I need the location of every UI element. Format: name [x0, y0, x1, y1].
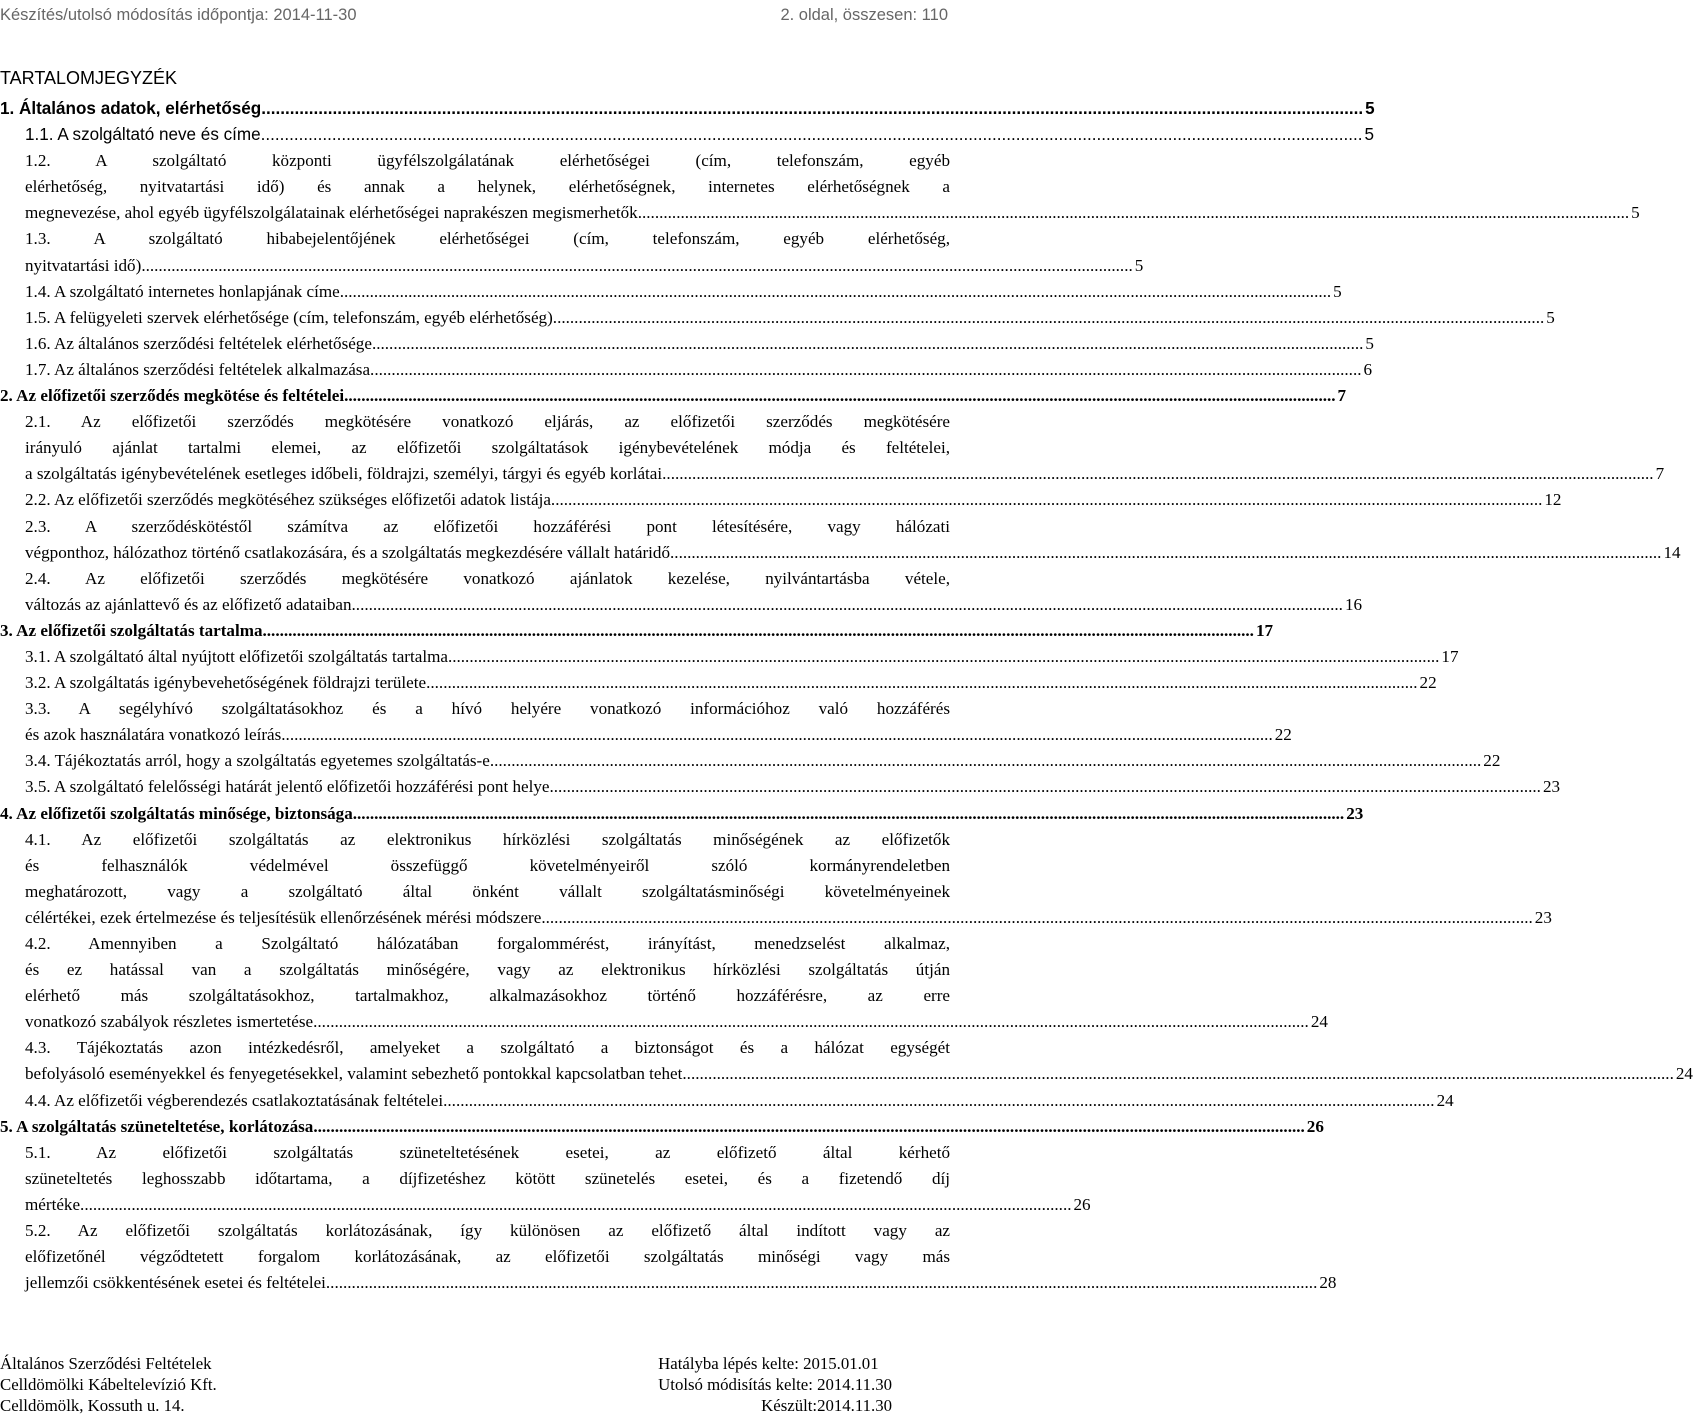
toc-entry-title: 1.7. Az általános szerződési feltételek alkalmazása — [25, 359, 371, 379]
toc-entry-title: 3.1. A szolgáltató által nyújtott előfizetői szolgáltatás tartalma — [25, 646, 448, 666]
toc-entry[interactable] — [25, 1088, 1454, 1114]
toc-entry-page: 22 — [1483, 751, 1501, 771]
toc-entry-line: és felhasználók védelmével összefüggő követelményeiről szóló kormányrendeletben — [25, 855, 950, 875]
leader-dots — [281, 722, 1272, 748]
toc-entry-line: meghatározott, vagy a szolgáltató által önként vállalt szolgáltatásminőségi követelményeinek — [25, 881, 950, 901]
toc-entry-page: 16 — [1344, 594, 1363, 614]
toc-entry-title: célértékei, ezek értelmezése és teljesítésük ellenőrzésének mérési módszere — [25, 907, 542, 927]
toc-entry-line: 4.2. Amennyiben a Szolgáltató hálózatában forgalommérést, irányítást, menedzselést alkalmaz, — [25, 934, 950, 953]
toc-title: TARTALOMJEGYZÉK — [0, 68, 178, 88]
toc-entry-title: 3.5. A szolgáltató felelősségi határát jelentő előfizetői hozzáférési pont helye — [25, 777, 550, 797]
toc-entry-page: 6 — [1363, 359, 1373, 379]
toc-entry[interactable] — [25, 409, 1665, 487]
toc-entry-page: 5 — [1134, 255, 1144, 275]
leader-dots — [670, 540, 1661, 566]
toc-entry-title: mértéke — [25, 1194, 81, 1214]
leader-dots — [370, 357, 1361, 383]
toc-entry-title: megnevezése, ahol egyéb ügyfélszolgálatainak elérhetőségei naprakészen megismerhetők — [25, 203, 638, 223]
toc-entry[interactable] — [25, 122, 1374, 148]
toc-entry-page: 5 — [1631, 203, 1640, 223]
toc-entry-title: 3.2. A szolgáltatás igénybevehetőségének földrajzi területe — [25, 673, 427, 693]
toc-entry-page: 5 — [1546, 307, 1555, 327]
leader-dots — [313, 1114, 1304, 1140]
toc-entry-page: 5 — [1333, 281, 1342, 301]
toc-entry-page: 12 — [1544, 490, 1562, 510]
toc-entry-title: 1. Általános adatok, elérhetőség — [0, 99, 262, 118]
toc-entry[interactable] — [25, 696, 1292, 748]
table-of-contents — [0, 96, 1693, 1296]
toc-entry[interactable] — [25, 931, 1328, 1035]
footer-created-date: Készült:2014.11.30 — [761, 1396, 892, 1415]
toc-entry[interactable] — [25, 1218, 1337, 1296]
toc-entry-title: 2. Az előfizetői szerződés megkötése és feltételei — [0, 386, 345, 406]
toc-entry-page: 23 — [1346, 803, 1364, 823]
toc-entry-title: 4.4. Az előfizetői végberendezés csatlakoztatásának feltételei — [25, 1090, 444, 1110]
leader-dots — [541, 905, 1532, 931]
toc-entry-title: 1.6. Az általános szerződési feltételek elérhetősége — [25, 333, 372, 353]
toc-entry-page: 17 — [1255, 620, 1274, 640]
toc-entry-line: 1.2. A szolgáltató központi ügyfélszolgálatának elérhetőségei (cím, telefonszám, egyéb — [25, 151, 950, 171]
toc-entry-line: 2.3. A szerződéskötéstől számítva az előfizetői hozzáférési pont létesítésére, vagy hálózati — [25, 516, 950, 536]
header-timestamp: Készítés/utolsó módosítás időpontja: 2014-11-30 — [0, 6, 357, 24]
toc-entry-line: elérhetőség, nyitvatartási idő) és annak a helynek, elérhetőségnek, internetes elérhetőségnek a — [25, 177, 950, 197]
toc-entry-line: szüneteltetés leghosszabb időtartama, a díjfizetéshez kötött szünetelés esetei, és a fizetendő díj — [25, 1168, 950, 1188]
toc-entry-page: 24 — [1310, 1012, 1328, 1032]
toc-entry-title: 1.1. A szolgáltató neve és címe — [25, 125, 261, 145]
footer-modified-date: Utolsó módisítás kelte: 2014.11.30 — [658, 1375, 892, 1394]
toc-entry[interactable] — [25, 331, 1374, 357]
toc-entry-line: és ez hatással van a szolgáltatás minőségére, vagy az elektronikus hírközlési szolgáltatás útján — [25, 960, 950, 980]
toc-entry-page: 7 — [1655, 464, 1665, 484]
toc-entry-title: a szolgáltatás igénybevételének esetleges időbeli, földrajzi, személyi, tárgyi és egyéb korlátai — [25, 464, 663, 484]
footer-left — [0, 1353, 217, 1416]
toc-entry-line: 3.3. A segélyhívó szolgáltatásokhoz és a hívó helyére vonatkozó információhoz való hozzáférés — [25, 699, 950, 719]
footer-company: Celldömölki Kábeltelevízió Kft. — [0, 1375, 217, 1394]
leader-dots — [352, 592, 1343, 618]
toc-entry[interactable] — [25, 226, 1144, 278]
toc-entry-line: 2.4. Az előfizetői szerződés megkötésére vonatkozó ajánlatok kezelése, nyilvántartásba vétele, — [25, 568, 950, 588]
toc-entry-title: 3.4. Tájékoztatás arról, hogy a szolgáltatás egyetemes szolgáltatás-e — [25, 751, 490, 771]
toc-entry[interactable] — [0, 618, 1274, 644]
toc-entry-line: irányuló ajánlat tartalmi elemei, az előfizetői szolgáltatások igénybevételének módja és feltételei, — [25, 438, 950, 458]
toc-entry-page: 23 — [1542, 777, 1561, 797]
leader-dots — [340, 279, 1331, 305]
toc-entry[interactable] — [0, 1114, 1324, 1140]
leader-dots — [344, 383, 1335, 409]
footer-effective-date: Hatályba lépés kelte: 2015.01.01 — [658, 1354, 879, 1373]
toc-entry[interactable] — [25, 305, 1555, 331]
leader-dots — [638, 200, 1629, 226]
toc-entry-line: 1.3. A szolgáltató hibabejelentőjének elérhetőségei (cím, telefonszám, egyéb elérhetőség, — [25, 229, 950, 249]
leader-dots — [263, 618, 1254, 644]
toc-entry-title: 5. A szolgáltatás szüneteltetése, korlátozása — [0, 1116, 314, 1136]
leader-dots — [372, 331, 1363, 357]
toc-entry[interactable] — [25, 1140, 1091, 1218]
toc-entry[interactable] — [25, 279, 1342, 305]
toc-entry-title: jellemzői csökkentésének esetei és feltételei — [25, 1273, 326, 1293]
toc-entry-page: 28 — [1319, 1273, 1337, 1293]
toc-entry[interactable] — [25, 566, 1363, 618]
leader-dots — [551, 487, 1542, 513]
toc-entry-page: 17 — [1441, 646, 1459, 666]
toc-entry-title: befolyásoló eseményekkel és fenyegetésekkel, valamint sebezhető pontokkal kapcsolatban tehet — [25, 1064, 683, 1084]
leader-dots — [353, 801, 1344, 827]
toc-entry-line: előfizetőnél végződtetett forgalom korlátozásának, az előfizetői szolgáltatás minőségi vagy más — [25, 1247, 950, 1267]
footer-doc-name: Általános Szerződési Feltételek — [0, 1354, 212, 1373]
toc-entry-page: 22 — [1419, 673, 1437, 693]
toc-entry-line: 4.3. Tájékoztatás azon intézkedésről, amelyeket a szolgáltató a biztonságot és a hálózat egységét — [25, 1038, 950, 1058]
leader-dots — [261, 96, 1363, 122]
toc-entry-line: 5.2. Az előfizetői szolgáltatás korlátozásának, így különösen az előfizető által indított vagy az — [25, 1221, 950, 1241]
toc-entry[interactable] — [25, 487, 1562, 513]
leader-dots — [662, 461, 1653, 487]
toc-entry-page: 7 — [1337, 386, 1347, 406]
toc-entry-page: 24 — [1436, 1090, 1454, 1110]
leader-dots — [682, 1061, 1673, 1087]
toc-entry-title: és azok használatára vonatkozó leírás — [25, 725, 282, 745]
toc-entry-line: 5.1. Az előfizetői szolgáltatás szüneteltetésének esetei, az előfizető által kérhető — [25, 1142, 950, 1162]
toc-entry[interactable] — [0, 383, 1347, 409]
toc-entry-page: 14 — [1663, 542, 1681, 562]
toc-entry-title: végponthoz, hálózathoz történő csatlakozására, és a szolgáltatás megkezdésére vállalt határidő — [25, 542, 671, 562]
header-page-count: 2. oldal, összesen: 110 — [780, 6, 948, 24]
toc-entry[interactable] — [25, 748, 1501, 774]
toc-entry-page: 26 — [1306, 1116, 1324, 1136]
toc-entry-line: 4.1. Az előfizetői szolgáltatás az elektronikus hírközlési szolgáltatás minőségének az előfizetők — [25, 829, 950, 849]
footer-address: Celldömölk, Kossuth u. 14. — [0, 1396, 185, 1415]
footer-right — [658, 1353, 892, 1416]
toc-entry-page: 24 — [1675, 1064, 1693, 1084]
leader-dots — [550, 774, 1541, 800]
leader-dots — [80, 1192, 1071, 1218]
toc-entry-line: elérhető más szolgáltatásokhoz, tartalmakhoz, alkalmazásokhoz történő hozzáférésre, az erre — [25, 986, 950, 1006]
toc-entry[interactable] — [25, 644, 1459, 670]
leader-dots — [261, 122, 1363, 148]
toc-entry-title: vonatkozó szabályok részletes ismertetése. — [25, 1012, 318, 1032]
toc-entry-title: 3. Az előfizetői szolgáltatás tartalma — [0, 620, 263, 640]
toc-entry-page: 5 — [1365, 333, 1374, 353]
page-header — [0, 6, 960, 30]
leader-dots — [426, 670, 1417, 696]
leader-dots — [443, 1088, 1434, 1114]
toc-entry-title: 4. Az előfizetői szolgáltatás minősége, biztonsága — [0, 803, 353, 823]
leader-dots — [326, 1270, 1317, 1296]
toc-entry[interactable] — [0, 96, 1375, 122]
toc-entry[interactable] — [0, 801, 1364, 827]
toc-entry[interactable] — [25, 148, 1640, 226]
toc-entry-title: változás az ajánlattevő és az előfizető adataiban — [25, 594, 352, 614]
toc-entry[interactable] — [25, 357, 1373, 383]
toc-entry[interactable] — [25, 1035, 1693, 1087]
toc-entry-page: 26 — [1073, 1194, 1091, 1214]
toc-entry-page: 22 — [1274, 725, 1292, 745]
toc-entry-page: 5 — [1365, 99, 1375, 118]
toc-entry-title: 1.5. A felügyeleti szervek elérhetősége (cím, telefonszám, egyéb elérhetőség) — [25, 307, 553, 327]
toc-entry-title: 1.4. A szolgáltató internetes honlapjának címe — [25, 281, 340, 301]
leader-dots — [141, 253, 1132, 279]
leader-dots — [490, 748, 1481, 774]
toc-entry-title: nyitvatartási idő) — [25, 255, 142, 275]
toc-entry[interactable] — [25, 670, 1437, 696]
leader-dots — [553, 305, 1544, 331]
toc-entry-line: 2.1. Az előfizetői szerződés megkötésére vonatkozó eljárás, az előfizetői szerződés megkötésére — [25, 412, 950, 432]
toc-entry[interactable] — [25, 514, 1681, 566]
toc-entry[interactable] — [25, 774, 1561, 800]
toc-entry[interactable] — [25, 827, 1552, 931]
toc-entry-page: 5 — [1364, 125, 1374, 145]
toc-entry-title: 2.2. Az előfizetői szerződés megkötéséhez szükséges előfizetői adatok listája — [25, 490, 551, 510]
toc-entry-page: 23 — [1534, 907, 1552, 927]
leader-dots — [317, 1009, 1308, 1035]
leader-dots — [448, 644, 1439, 670]
